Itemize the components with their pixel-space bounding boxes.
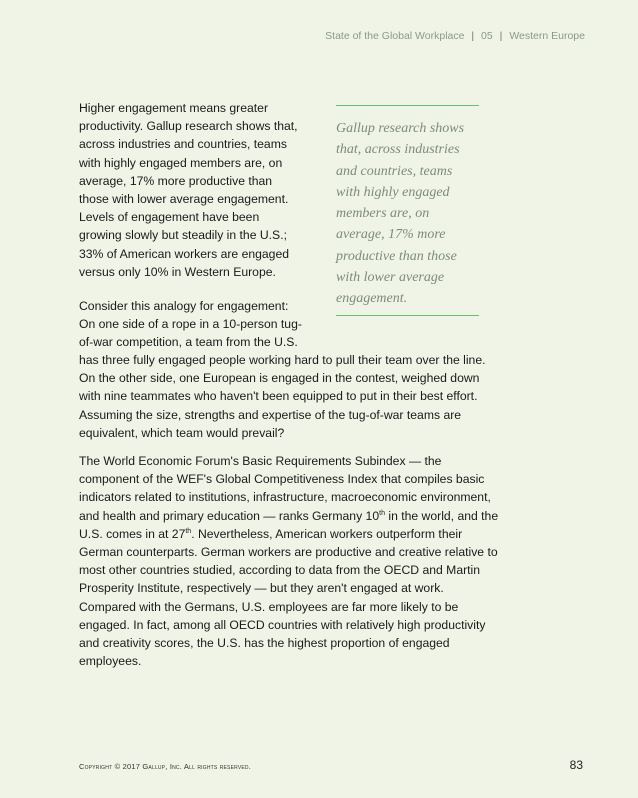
text-segment: in the world, and the U.S. comes in at 27 [79,508,499,541]
section-name: Western Europe [509,30,585,42]
text-segment: The World Economic Forum's Basic Requirements Subindex — the component of the WEF's Global Competitiveness Index that compiles basic indicators related to institutions, infrastructure, macroeconomic environment, and health and primary education — ranks Germany 10 [79,454,491,523]
paragraph-text: Consider this analogy for engagement: On one side of a rope in a 10-person tug-of-war competition, a team from the U.S. [79,299,302,350]
header-separator: | [471,30,475,42]
paragraph-tug-of-war-intro [79,297,304,352]
paragraph-text [79,452,499,670]
paragraph-wef-comparison [79,452,499,670]
page-number: 83 [569,758,583,772]
paragraph-text: has three fully engaged people working hard to pull their team over the line. On the other side, one European is engaged in the contest, weighed down with nine teammates who haven't been equipped to put in their best effort. Assuming the size, strengths and expertise of the tug-of-war teams are equivalent, which team would prevail? [79,353,486,440]
ordinal-suffix: th [185,527,192,535]
pull-quote-bottom-rule [336,315,479,316]
paragraph-text: Higher engagement means greater productivity. Gallup research shows that, across industries and countries, teams with highly engaged members are, on average, 17% more productive than those with lower average engagement. Levels of engagement have been growing slowly but steadily in the U.S.; 33% of American workers are engaged versus only 10% in Western Europe. [79,101,298,279]
pull-quote-top-rule [336,105,479,106]
running-header [325,30,585,42]
pull-quote: Gallup research shows that, across industries and countries, teams with highly engaged members are, on average, 17% more productive than those with lower average engagement. [336,121,465,307]
text-segment: . Nevertheless, American workers outperform their German counterparts. German workers are productive and creative relative to most other countries studied, according to data from the OECD and Martin Prosperity Institute, respectively — but they aren't engaged at work. Compared with the Germans, U.S. employees are far more likely to be engaged. In fact, among all OECD countries with relatively high productivity and creativity scores, the U.S. has the highest proportion of engaged employees. [79,526,498,669]
paragraph-tug-of-war-continued [79,351,499,442]
copyright-notice: Copyright © 2017 Gallup, Inc. All rights reserved. [79,762,252,771]
report-title: State of the Global Workplace [325,30,465,42]
header-separator: | [499,30,503,42]
ordinal-suffix: th [379,509,385,517]
section-number: 05 [481,30,493,42]
paragraph-engagement-productivity [79,99,304,281]
